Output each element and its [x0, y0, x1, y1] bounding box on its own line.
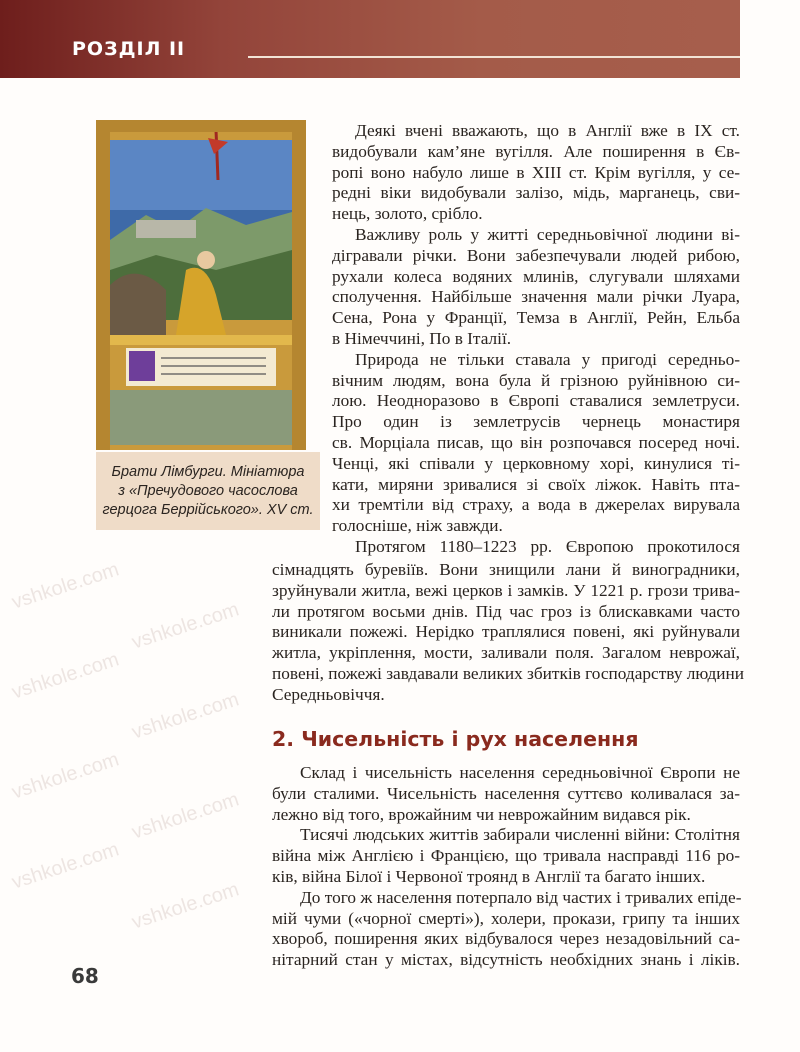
text-line: св. Морціала писав, що він розпочався посеред ночі. — [332, 432, 740, 452]
text-line: житла, укріплення, мости, заливали поля. Загалом неврожаї, — [272, 643, 740, 663]
watermark-text: vshkole.com — [129, 688, 242, 744]
section-title: РОЗДІЛ ІІ — [72, 38, 186, 60]
text-line: редні віки видобували залізо, мідь, марганець, сви- — [332, 183, 740, 203]
watermark-text: vshkole.com — [9, 648, 122, 704]
paragraph — [332, 350, 740, 537]
text-line: кати, миряни зривалися зі своїх ліжок. Навіть пта- — [332, 474, 740, 494]
section-heading: 2. Чисельність і рух населення — [272, 727, 639, 751]
paragraph — [332, 225, 740, 350]
text-line: Природа не тільки ставала у пригоді середньо- — [355, 349, 740, 369]
text-line: нітарний стан у містах, відсутність необхідних знань і ліків. — [272, 950, 740, 970]
watermark-text: vshkole.com — [9, 838, 122, 894]
text-line: Деякі вчені вважають, що в Англії вже в IX ст. — [355, 121, 740, 140]
paragraph — [332, 537, 740, 558]
text-line: вічним людям, вона була й грізною руйнівною си- — [332, 370, 740, 390]
paragraph — [272, 825, 740, 887]
watermark-text: vshkole.com — [9, 558, 122, 614]
caption-line: Брати Лімбурги. Мініатюра — [111, 463, 305, 480]
miniature-illustration — [96, 120, 306, 450]
text-line: Сена, Рона у Франції, Темза в Англії, Рейн, Ельба — [332, 308, 740, 328]
header-divider — [248, 56, 740, 58]
text-line: хвороб, поширення яких відбувалося через незадовільний са- — [272, 929, 740, 949]
paragraph — [332, 121, 740, 225]
text-line: голосніше, ніж завжди. — [332, 516, 503, 536]
text-line: виникали пожежі. Нерідко траплялися повені, які руйнували — [272, 622, 740, 642]
text-line: До того ж населення потерпало від частих і тривалих епіде- — [300, 887, 742, 907]
paragraph — [272, 763, 740, 825]
watermark-text: vshkole.com — [129, 878, 242, 934]
text-line: були сталими. Чисельність населення суттєво коливалася за- — [272, 783, 740, 803]
watermark-text: vshkole.com — [129, 788, 242, 844]
text-line: Середньовіччя. — [272, 684, 385, 704]
text-line: видобували кам’яне вугілля. Але поширення в Єв- — [332, 141, 740, 161]
text-line: ропі воно набуло лише в XIII ст. Крім вугілля, у се- — [332, 162, 740, 182]
text-line: лою. Неодноразово в Європі ставалися землетруси. — [332, 391, 740, 411]
text-line: дігравали річки. Вони забезпечували людей рибою, — [332, 245, 740, 265]
text-line: Про один із землетрусів чернець монастиря — [332, 412, 740, 432]
text-line: сполучення. Найбільше значення мали річки Луара, — [332, 287, 740, 307]
text-line: нець, золото, срібло. — [332, 204, 483, 224]
text-line: рухали колеса водяних млинів, слугували шляхами — [332, 266, 740, 286]
paragraph — [272, 560, 744, 706]
figure-caption — [96, 452, 320, 530]
text-line: сімнадцять буревіїв. Вони знищили лани й виноградники, — [272, 560, 740, 579]
caption-line: з «Пречудового часослова — [118, 482, 298, 499]
text-line: хи тремтіли від страху, а вода в джерелах вирувала — [332, 495, 740, 515]
text-line: Протягом 1180–1223 рр. Європою прокотилося — [355, 536, 740, 556]
text-line: ків, війна Білої і Червоної троянд в Англії та багато інших. — [272, 866, 706, 886]
section-header-band — [0, 0, 740, 78]
text-line: лежно від того, врожайним чи неврожайним видався рік. — [272, 804, 691, 824]
text-line: Склад і чисельність населення середньовічної Європи не — [300, 763, 740, 782]
text-line: ли протягом восьми днів. Під час гроз із блискавками часто — [272, 601, 740, 621]
watermark-text: vshkole.com — [9, 748, 122, 804]
page-number: 68 — [71, 964, 99, 988]
section2-text — [272, 763, 740, 971]
watermark-text: vshkole.com — [129, 598, 242, 654]
text-line: Тисячі людських життів забирали численні війни: Столітня — [300, 825, 740, 845]
text-line: в Німеччині, По в Італії. — [332, 328, 512, 348]
text-line: Важливу роль у житті середньовічної людини ві- — [355, 224, 740, 244]
text-line: Ченці, які співали у церковному хорі, кинулися ті- — [332, 453, 740, 473]
paragraph — [272, 888, 740, 971]
text-line: повені, пожежі завдавали великих збитків господарству людини — [272, 663, 744, 683]
text-line: зруйнували житла, вежі церков і замків. У 1221 р. грози трива- — [272, 580, 740, 600]
caption-line: герцога Беррійського». XV ст. — [102, 501, 314, 518]
text-line: війна між Англією і Францією, що тривала насправді 116 ро- — [272, 846, 740, 866]
body-text-lower — [272, 560, 744, 706]
text-line: мій чуми («чорної смерті»), холери, прокази, грипу та інших — [272, 908, 740, 928]
body-text-upper — [332, 121, 740, 558]
